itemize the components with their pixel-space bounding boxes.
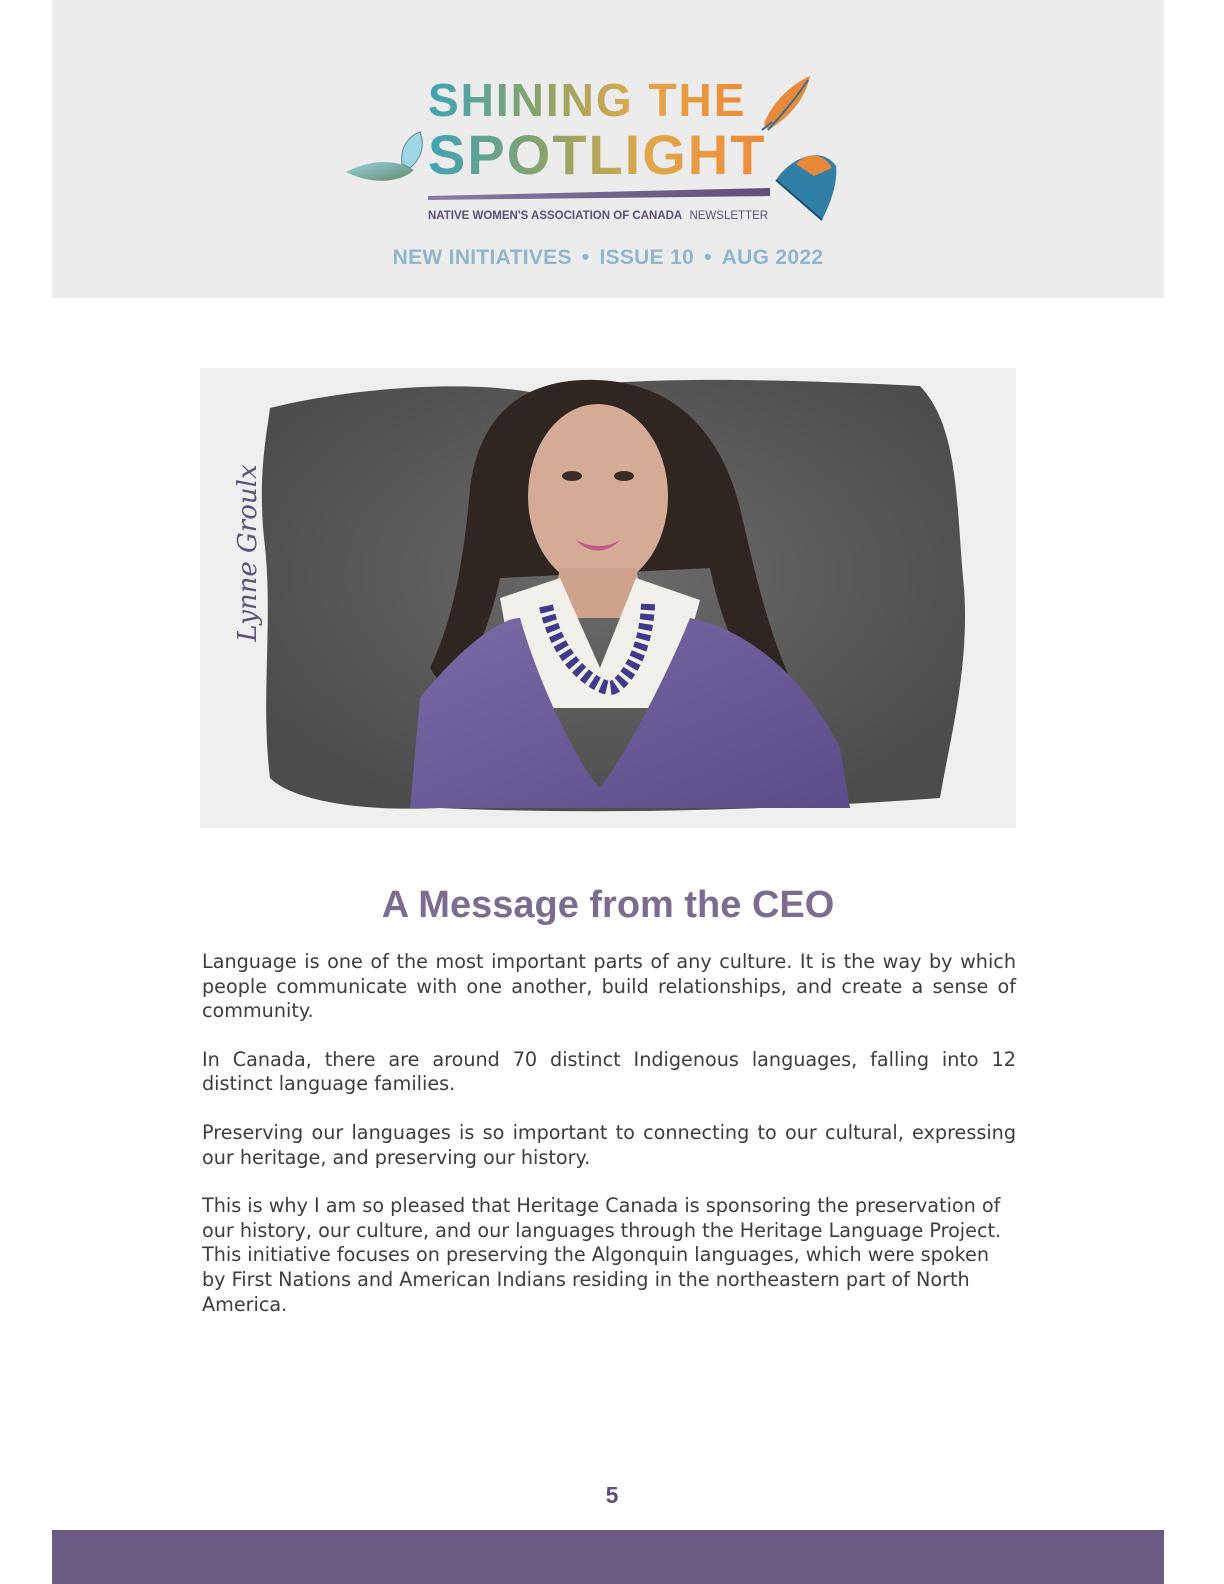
article-body (202, 950, 1016, 1341)
page-number: 5 (605, 1482, 619, 1508)
separator-dot: • (704, 246, 712, 269)
issue-line (52, 246, 1164, 270)
issue-date: AUG 2022 (721, 246, 824, 269)
quill-icon (776, 155, 836, 220)
butterfly-icon (346, 132, 422, 181)
logo-underline (428, 188, 770, 200)
issue-number: ISSUE 10 (599, 246, 695, 269)
article-title: A Message from the CEO (381, 884, 835, 926)
signature: Lynne Groulx (233, 464, 263, 642)
separator-dot: • (581, 246, 590, 269)
paragraph: In Canada, there are around 70 distinct Indigenous languages, falling into 12 distinct language families. (202, 1047, 1016, 1096)
logo-suffix: NEWSLETTER (689, 210, 769, 222)
ceo-portrait (200, 368, 1016, 828)
paragraph: This is why I am so pleased that Heritage Canada is sponsoring the preservation of our history, our culture, and our languages through the Heritage Language Project. This initiative focuses on preserving the Algonquin languages, which were spoken by First Nations and American Indians residing in the northeastern part of North America. (202, 1194, 1002, 1316)
face (528, 404, 668, 588)
paragraph: Preserving our languages is so important to connecting to our cultural, expressing our heritage, and preserving our history. (202, 1120, 1016, 1169)
logo-org: NATIVE WOMEN'S ASSOCIATION OF CANADA (428, 210, 683, 222)
svg-text:NATIVE WOMEN'S ASSOCIATION OF (428, 210, 768, 222)
footer-band (52, 1530, 1164, 1584)
newsletter-logo (344, 72, 844, 232)
logo-line-2: SPOTLIGHT (428, 123, 767, 186)
paragraph: Language is one of the most important parts of any culture. It is the way by which people communicate with one another, build relationships, and create a sense of community. (202, 950, 1016, 1023)
section-label: NEW INITIATIVES (392, 246, 572, 269)
logo-line-1: SHINING THE (428, 74, 747, 126)
feather-icon (762, 76, 810, 130)
